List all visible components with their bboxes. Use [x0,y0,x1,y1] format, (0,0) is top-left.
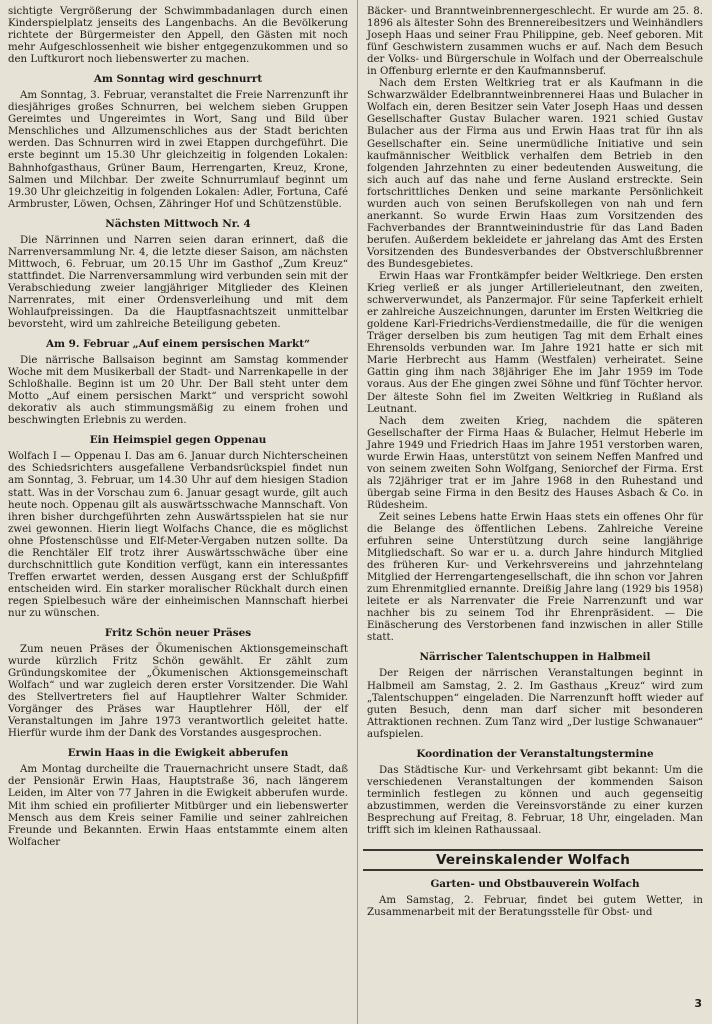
article-text: Zeit seines Lebens hatte Erwin Haas stets ein offenes Ohr für die Belange des öffentlichen Lebens. Zahlreiche Vereine erfuhren seine Unterstützung durch seine langjährige Mitgliedschaft. So war er u. a. durch Jahre hindurch Mitglied des früheren Kur- und Verkehrsvereins und jahrzehntelang Mitglied der Herrengartengesellschaft, die ihn schon vor Jahren zum Ehrenmitglied ernannte. Dreißig Jahre lang (1929 bis 1958) leitete er als Narrenvater die Freie Narrenzunft und war nachher bis zu seinem Tod ihr Ehrenpräsident. — Die Einäscherung des Verstorbenen fand inzwischen in aller Stille statt. [367,511,703,644]
intro-paragraph: sichtigte Vergrößerung der Schwimmbadanlagen durch einen Kinderspielplatz jenseits des Langenbachs. An die Bevölkerung richtete der Bürgermeister den Appell, den Gästen mit noch mehr Aufgeschlossenheit wie bisher entgegenzukommen und so den Luftkurort noch liebenswerter zu machen. [8,6,348,66]
right-column [367,6,703,919]
article-text: Zum neuen Präses der Ökumenischen Aktionsgemeinschaft wurde kürzlich Fritz Schön gewählt. Er zählt zum Gründungskomitee der „Ökumenischen Aktionsgemeinschaft Wolfach“ und war zugleich deren erster Vorsitzender. Die Wahl des Stellvertreters fiel auf Hauptlehrer Walter Schmider. Vorgänger des Präses war Hauptlehrer Höll, der elf Veranstaltungen im Jahre 1973 verantwortlich geleitet hatte. Hierfür wurde ihm der Dank des Vorstandes ausgesprochen. [8,644,348,740]
article-heading: Nächsten Mittwoch Nr. 4 [105,217,251,230]
article-text: Am Samstag, 2. Februar, findet bei gutem Wetter, in Zusammenarbeit mit der Beratungsstelle für Obst- und [367,895,703,919]
article-text: Die närrische Ballsaison beginnt am Samstag kommender Woche mit dem Musikerball der Stadt- und Narrenkapelle in der Schloßhalle. Beginn ist um 20 Uhr. Der Ball steht unter dem Motto „Auf einem persischen Markt“ und verspricht sowohl dekorativ als auch stimmungsmäßig zu einem frohen und beschwingten Erlebnis zu werden. [8,355,348,427]
section-title: Vereinskalender Wolfach [363,849,703,871]
left-column [8,6,348,849]
article-heading: Am 9. Februar „Auf einem persischen Markt“ [45,338,311,351]
column-divider [357,0,358,1024]
article-heading: Närrischer Talentschuppen in Halbmeil [419,651,651,664]
article-text: Wolfach I — Oppenau I. Das am 6. Januar durch Nichterscheinen des Schiedsrichters ausgefallene Verbandsrückspiel findet nun am Sonntag, 3. Februar, um 14.30 Uhr auf dem hiesigen Stadion statt. Was in der Vorschau zum 6. Januar gesagt wurde, gilt auch heute noch. Oppenau gilt als auswärtsschwache Mannschaft. Von ihren bisher durchgeführten zehn Auswärtsspielen hat sie nur zwei gewonnen. Hierin liegt Wolfachs Chance, die es möglichst ohne Pfostenschüsse und Elf-Meter-Vergaben nutzen sollte. Da die Renchtäler Elf trotz ihrer Auswärtsschwäche über eine durchschnittlich gute Kondition verfügt, kann ein interessantes Treffen erwartet werden, dessen Ausgang erst der Schlußpfiff entscheiden wird. Ein starker moralischer Rückhalt durch einen regen Spielbesuch wäre der einheimischen Mannschaft hierbei nur zu wünschen. [8,451,348,619]
article-heading: Fritz Schön neuer Präses [104,627,252,640]
article-text: Das Städtische Kur- und Verkehrsamt gibt bekannt: Um die verschiedenen Veranstaltungen der kommenden Saison terminlich festlegen zu können und auch gegenseitig abzustimmen, werden die Vereinsvorstände zu einer kurzen Besprechung auf Freitag, 8. Februar, 18 Uhr, eingeladen. Man trifft sich im kleinen Rathaussaal. [367,764,703,836]
article-text: Bäcker- und Branntweinbrennergeschlecht. Er wurde am 25. 8. 1896 als ältester Sohn des Brennereibesitzers und Weinhändlers Joseph Haas und seiner Frau Philippine, geb. Neef geboren. Mit fünf Geschwistern zusammen wuchs er auf. Nach dem Besuch der Volks- und Bürgerschule in Wolfach und der Oberrealschule in Offenburg erlernte er den Kaufmannsberuf. [367,6,703,78]
article-text: Nach dem Ersten Weltkrieg trat er als Kaufmann in die Schwarzwälder Edelbranntweinbrennerei Haas und Bulacher in Wolfach ein, deren Besitzer sein Vater Joseph Haas und dessen Gesellschafter Gustav Bulacher waren. 1921 schied Gustav Bulacher aus der Firma aus und Erwin Haas trat für ihn als Gesellschafter ein. Seine unermüdliche Initiative und sein kaufmännischer Weitblick verhalfen dem Betrieb in den folgenden Jahrzehnten zu einer bedeutenden Ausweitung, die sich auch auf das nahe und ferne Ausland erstreckte. Sein fortschrittliches Denken und seine markante Persönlichkeit wurden auch von seinen Berufskollegen von nah und fern anerkannt. So wurde Erwin Haas zum Vorsitzenden des Fachverbandes der Branntweinindustrie für das Land Baden berufen. Außerdem bekleidete er jahrelang das Amt des Ersten Vorsitzenden des Bundesverbandes der Obstverschlußbrenner des Bundesgebietes. [367,78,703,270]
article-text: Nach dem zweiten Krieg, nachdem die späteren Gesellschafter der Firma Haas & Bulacher, Helmut Heberle im Jahre 1949 und Friedrich Haas im Jahre 1951 verstorben waren, wurde Erwin Haas, unterstützt von seinem Neffen Manfred und von seinem zweiten Sohn Wolfgang, Seniorchef der Firma. Erst als 72jähriger trat er im Jahre 1968 in den Ruhestand und übergab seine Firma in den Besitz des Hauses Asbach & Co. in Rüdesheim. [367,415,703,511]
article-text: Die Närrinnen und Narren seien daran erinnert, daß die Narrenversammlung Nr. 4, die letzte dieser Saison, am nächsten Mittwoch, 6. Februar, um 20.15 Uhr im Gasthof „Zum Kreuz“ stattfindet. Die Narrenversammlung wird verbunden sein mit der Verabschiedung zweier langjähriger Mitglieder des Kleinen Narrenrates, mit einer Ordensverleihung und mit dem Wohlaufpreissingen. Da die Hauptfasnachtszeit unmittelbar bevorsteht, wird um zahlreiche Beteiligung gebeten. [8,234,348,331]
article-heading: Koordination der Veranstaltungstermine [416,747,654,760]
page-number: 3 [694,997,702,1010]
article-text: Am Montag durcheilte die Trauernachricht unsere Stadt, daß der Pensionär Erwin Haas, Hauptstraße 36, nach längerem Leiden, im Alter von 77 Jahren in die Ewigkeit abberufen wurde. Mit ihm schied ein profilierter Mitbürger und ein liebenswerter Mensch aus dem Kreis seiner Familie und seiner zahlreichen Freunde und Bekannten. Erwin Haas entstammte einem alten Wolfacher [8,764,348,848]
article-heading: Garten- und Obstbauverein Wolfach [430,878,640,891]
article-text: Der Reigen der närrischen Veranstaltungen beginnt in Halbmeil am Samstag, 2. 2. Im Gasthaus „Kreuz“ wird zum „Talentschuppen“ eingeladen. Die Narrenzunft hofft wieder auf guten Besuch, denn man darf sicher mit besonderen Attraktionen rechnen. Zum Tanz wird „Der lustige Schwanauer“ aufspielen. [367,668,703,740]
article-text: Am Sonntag, 3. Februar, veranstaltet die Freie Narrenzunft ihr diesjähriges großes Schnurren, bei welchem sieben Gruppen Gereimtes und Ungereimtes in Wort, Sang und Bild über Menschliches und Allzumenschliches aus der Stadt berichten werden. Das Schnurren wird in zwei Etappen durchgeführt. Die erste beginnt um 15.30 Uhr gleichzeitig in folgenden Lokalen: Bahnhofgasthaus, Grüner Baum, Herrengarten, Kreuz, Krone, Salmen und Milchbar. Der zweite Schnurrumlauf beginnt um 19.30 Uhr gleichzeitig in folgenden Lokalen: Adler, Fortuna, Café Armbruster, Löwen, Ochsen, Zähringer Hof und Schützenstüble. [8,90,348,210]
article-heading: Am Sonntag wird geschnurrt [93,73,263,86]
article-text: Erwin Haas war Frontkämpfer beider Weltkriege. Den ersten Krieg verließ er als junger Artillerieleutnant, den zweiten, schwerverwundet, als Panzermajor. Für seine Tapferkeit erhielt er zahlreiche Auszeichnungen, darunter im Ersten Weltkrieg die goldene Karl-Friedrichs-Verdienstmedaille, die für die wenigen Träger derselben bis zum heutigen Tag mit dem Erhalt eines Ehrensolds verbunden war. Im Jahre 1921 hatte er sich mit Marie Herbrecht aus Hamm (Westfalen) verheiratet. Seine Gattin ging ihm nach 38jähriger Ehe im Jahr 1959 im Tode voraus. Aus der Ehe gingen zwei Söhne und fünf Töchter hervor. Der älteste Sohn fiel im Zweiten Weltkrieg in Rußland als Leutnant. [367,271,703,415]
article-heading: Erwin Haas in die Ewigkeit abberufen [67,747,289,760]
article-heading: Ein Heimspiel gegen Oppenau [89,434,267,447]
